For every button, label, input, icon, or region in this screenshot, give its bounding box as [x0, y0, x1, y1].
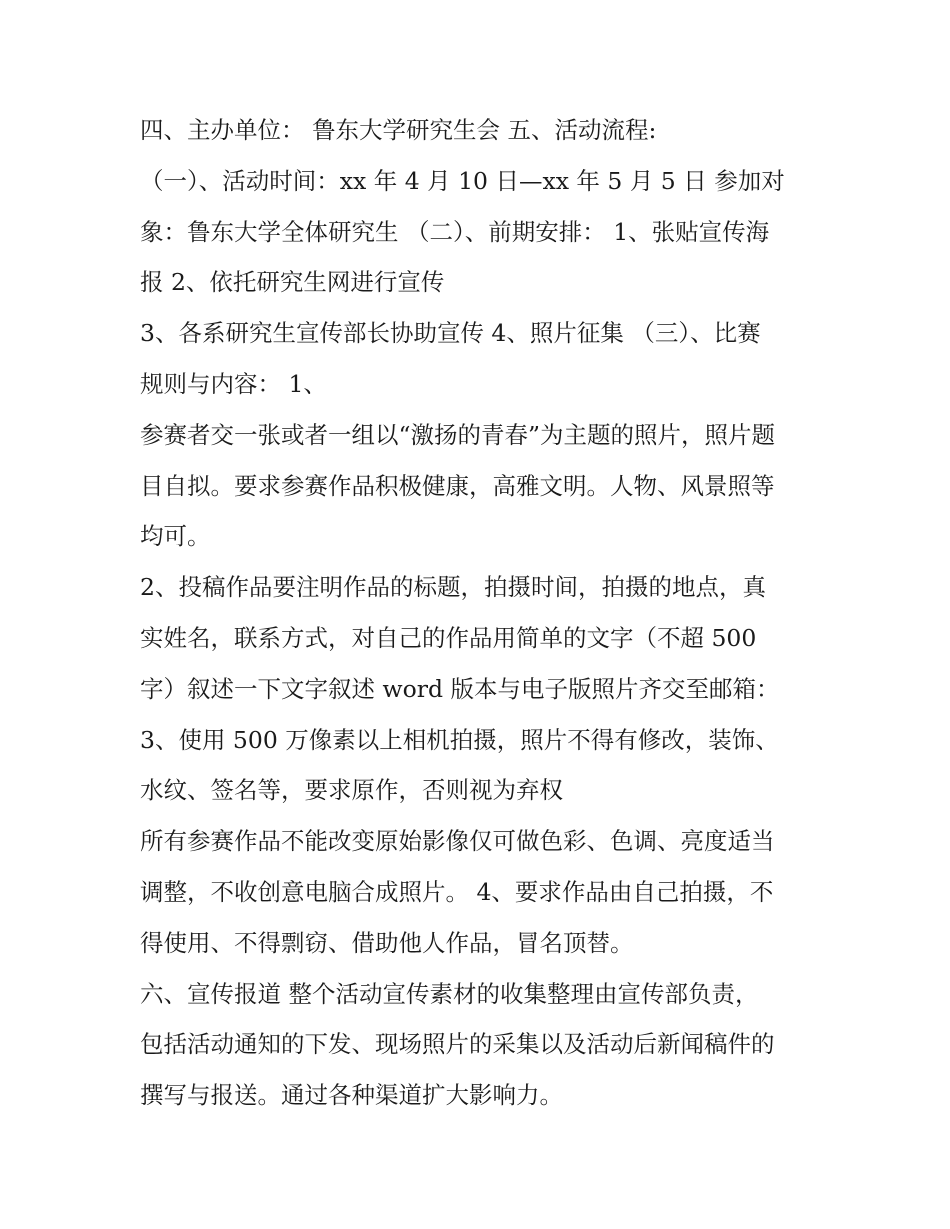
text-line: 均可。 — [140, 522, 211, 551]
text-line: 目自拟。要求参赛作品积极健康，高雅文明。人物、风景照等 — [140, 471, 775, 500]
text-line: 四、主办单位： 鲁东大学研究生会 五、活动流程: — [140, 116, 657, 144]
text-line: 得使用、不得剽窃、借助他人作品，冒名顶替。 — [140, 928, 634, 957]
text-line: 规则与内容： 1、 — [140, 369, 327, 398]
text-line: 报 2、依托研究生网进行宣传 — [140, 268, 445, 297]
text-line: 实姓名，联系方式，对自己的作品用简单的文字（不超 500 — [140, 623, 757, 652]
text-line: 调整，不收创意电脑合成照片。 4、要求作品由自己拍摄，不 — [140, 877, 774, 906]
text-line: 撰写与报送。通过各种渠道扩大影响力。 — [140, 1081, 563, 1110]
text-line: 3、使用 500 万像素以上相机拍摄，照片不得有修改，装饰、 — [140, 725, 779, 754]
text-line: 3、各系研究生宣传部长协助宣传 4、照片征集 （三）、比赛 — [140, 319, 761, 348]
text-line: （一）、活动时间：xx 年 4 月 10 日—xx 年 5 月 5 日 参加对 — [140, 166, 785, 195]
text-line: 参赛者交一张或者一组以“激扬的青春”为主题的照片，照片题 — [140, 420, 776, 449]
document-body — [140, 105, 820, 1121]
text-line: 2、投稿作品要注明作品的标题，拍摄时间，拍摄的地点，真 — [140, 573, 766, 602]
text-line: 字）叙述一下文字叙述 word 版本与电子版照片齐交至邮箱： — [140, 674, 780, 703]
text-line: 六、宣传报道 整个活动宣传素材的收集整理由宣传部负责， — [140, 979, 759, 1008]
text-line: 包括活动通知的下发、现场照片的采集以及活动后新闻稿件的 — [140, 1030, 775, 1059]
text-line: 象：鲁东大学全体研究生 （二）、前期安排： 1、张贴宣传海 — [140, 217, 770, 246]
text-line: 水纹、签名等，要求原作，否则视为弃权 — [140, 776, 563, 805]
text-line: 所有参赛作品不能改变原始影像仅可做色彩、色调、亮度适当 — [140, 827, 775, 856]
